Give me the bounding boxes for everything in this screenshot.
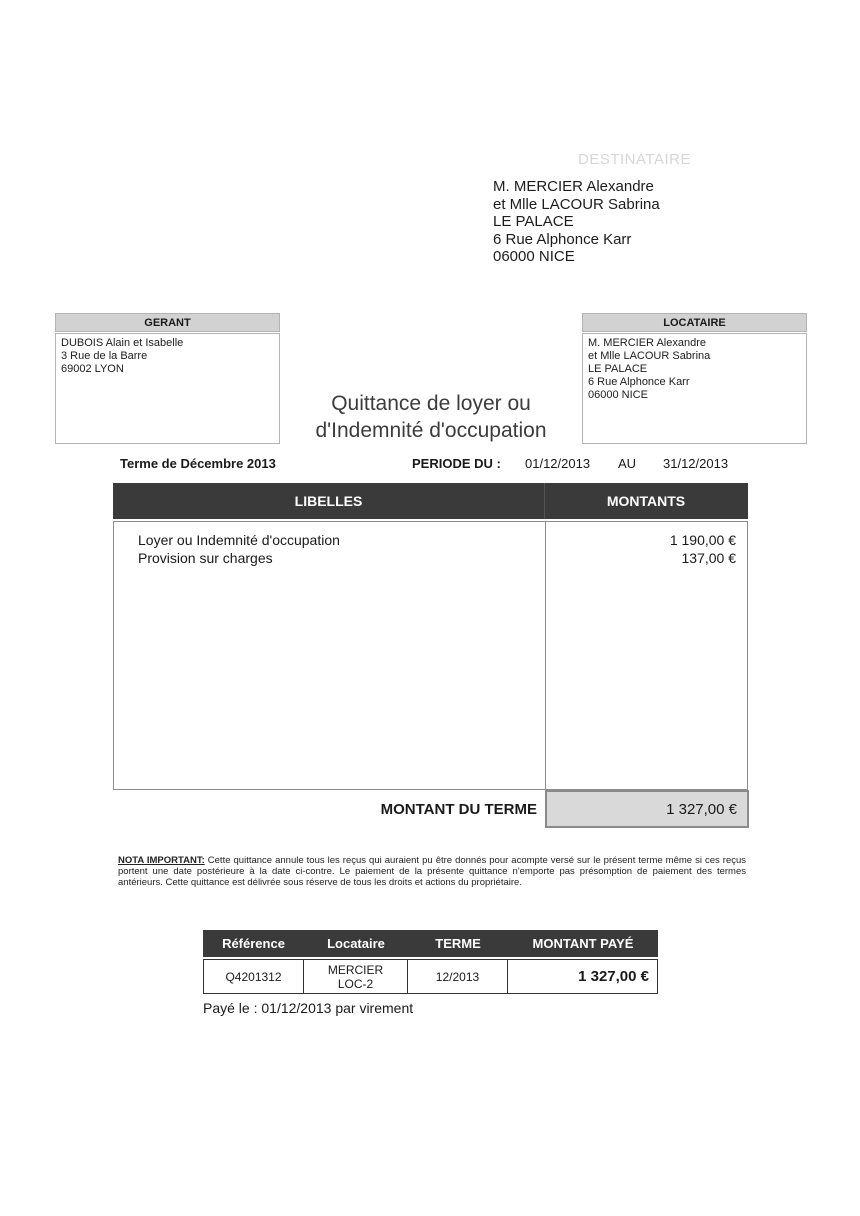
page-title-line2: d'Indemnité d'occupation (315, 419, 547, 442)
terme-value: 12/2013 (435, 969, 480, 984)
locataire-code-line1: MERCIER (327, 962, 384, 977)
cell-reference (203, 959, 304, 994)
charge-row-label: Loyer ou Indemnité d'occupation (138, 532, 340, 548)
address-line: et Mlle LACOUR Sabrina (588, 350, 711, 362)
locataire-code-line2: LOC-2 (337, 976, 374, 991)
header-reference: Référence (222, 936, 285, 951)
locataire-header: LOCATAIRE (582, 313, 807, 332)
periode-end-date: 31/12/2013 (663, 456, 729, 471)
address-line: M. MERCIER Alexandre (588, 337, 706, 349)
nota-important (118, 855, 746, 888)
periode-line (0, 456, 860, 472)
terme-label: Terme de Décembre 2013 (120, 456, 276, 471)
address-line: 69002 LYON (61, 363, 124, 375)
address-line: et Mlle LACOUR Sabrina (493, 195, 660, 213)
charge-row-amount: 137,00 € (681, 550, 736, 566)
page-title (245, 390, 617, 444)
periode-label: PERIODE DU : (412, 456, 501, 471)
periode-au-word: AU (618, 456, 637, 471)
payment-table (203, 930, 658, 994)
reference-value: Q4201312 (225, 969, 282, 984)
header-libelles: LIBELLES (113, 483, 545, 519)
address-line: LE PALACE (493, 213, 574, 230)
montant-paye-value: 1 327,00 € (578, 967, 649, 985)
charges-labels-column (114, 522, 545, 789)
address-line: 3 Rue de la Barre (61, 350, 148, 362)
cell-montant-paye (508, 959, 658, 994)
charges-amounts-column (545, 522, 747, 789)
address-line: DUBOIS Alain et Isabelle (61, 337, 184, 349)
address-line: 6 Rue Alphonce Karr (588, 376, 690, 388)
address-line: M. MERCIER Alexandre (493, 178, 654, 195)
total-amount: 1 327,00 € (666, 800, 737, 818)
charges-table-body (113, 521, 748, 790)
nota-text: Cette quittance annule tous les reçus qui auraient pu être donnés pour acompte versé sur le présent terme même si ces reçus portent une date postérieure à la date ci-contre. Le paiement de la présente quittance n'emporte pas présomption de paiement des termes antérieurs. Cette quittance est délivrée sous réserve de tous les droits et actions du propriétaire. (118, 855, 747, 888)
charge-row-label: Provision sur charges (138, 550, 273, 566)
address-line: 6 Rue Alphonce Karr (493, 230, 632, 248)
cell-locataire (304, 959, 408, 994)
address-line: 06000 NICE (588, 389, 648, 401)
header-locataire: Locataire (327, 936, 385, 951)
charges-table-header (113, 483, 748, 519)
header-terme: TERME (435, 936, 481, 951)
nota-label: NOTA IMPORTANT: (118, 855, 205, 866)
charges-table (113, 483, 748, 790)
total-amount-box (545, 790, 749, 828)
header-montants: MONTANTS (606, 493, 686, 509)
gerant-header: GERANT (55, 313, 280, 332)
header-montant-paye: MONTANT PAYÉ (532, 936, 634, 951)
payment-table-header (203, 930, 658, 957)
page-title-line1: Quittance de loyer ou (331, 392, 531, 415)
charge-row-amount: 1 190,00 € (669, 532, 736, 548)
payment-table-row (203, 959, 658, 994)
periode-start-date: 01/12/2013 (525, 456, 591, 471)
address-line: 06000 NICE (493, 248, 575, 265)
destinataire-address (493, 178, 660, 266)
destinataire-label: DESTINATAIRE (578, 151, 691, 168)
total-label: MONTANT DU TERME (380, 800, 537, 818)
address-line: LE PALACE (588, 363, 648, 375)
paid-date-line: Payé le : 01/12/2013 par virement (203, 1000, 414, 1016)
cell-terme (408, 959, 508, 994)
